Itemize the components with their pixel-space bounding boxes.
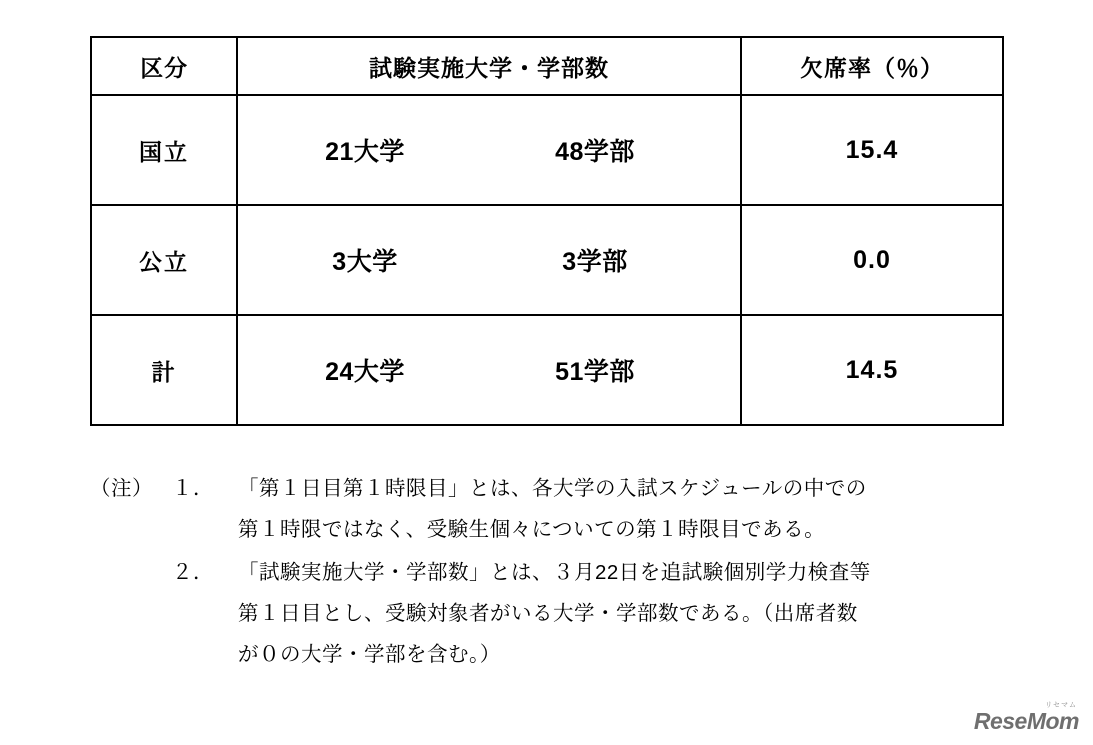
cell-kubun-total: 計 (91, 315, 237, 425)
cell-universities-national (237, 95, 741, 205)
table-row (91, 315, 1003, 425)
table-row (91, 95, 1003, 205)
cell-absence-rate-public: 0.0 (741, 205, 1003, 315)
table-header (91, 37, 1003, 95)
header-cell-absence-rate: 欠席率（％） (741, 37, 1003, 95)
cell-universities-public (237, 205, 741, 315)
cell-faculty-count-total: 51学部 (555, 358, 635, 386)
header-cell-kubun: 区分 (91, 37, 237, 95)
table-header-row (91, 37, 1003, 95)
statistics-table-container (90, 36, 1002, 426)
cell-universities-total (237, 315, 741, 425)
table-body (91, 95, 1003, 425)
note-line: 第１時限ではなく、受験生個々についての第１時限目である。 (238, 518, 826, 541)
notes-label: （注） (90, 477, 153, 500)
note-number-1: １． (172, 477, 214, 500)
universities-faculties-group (238, 242, 740, 278)
cell-kubun-public: 公立 (91, 205, 237, 315)
resemom-watermark (974, 700, 1079, 735)
note-number-2: ２． (172, 561, 214, 584)
cell-absence-rate-national: 15.4 (741, 95, 1003, 205)
universities-faculties-group (238, 352, 740, 388)
note-line: 第１日目とし、受験対象者がいる大学・学部数である。（出席者数 (238, 602, 858, 625)
cell-faculty-count-public: 3学部 (562, 248, 628, 276)
notes-section (90, 468, 1020, 675)
note-body-2 (238, 552, 1020, 675)
cell-faculty-count-national: 48学部 (555, 138, 635, 166)
cell-absence-rate-total: 14.5 (741, 315, 1003, 425)
note-line: 「第１日目第１時限目」とは、各大学の入試スケジュールの中での (238, 477, 867, 500)
watermark-subtitle: リセマム (1045, 702, 1077, 709)
statistics-table (90, 36, 1004, 426)
note-body-1 (238, 468, 1020, 550)
note-item-2 (90, 552, 1020, 675)
cell-university-count-total: 24大学 (325, 358, 405, 386)
cell-university-count-public: 3大学 (332, 248, 398, 276)
note-line: 「試験実施大学・学部数」とは、３月22日を追試験個別学力検査等 (238, 561, 871, 584)
header-cell-universities: 試験実施大学・学部数 (237, 37, 741, 95)
cell-kubun-national: 国立 (91, 95, 237, 205)
note-item-1 (90, 468, 1020, 550)
cell-university-count-national: 21大学 (325, 138, 405, 166)
universities-faculties-group (238, 132, 740, 168)
watermark-logo-text: ReseMom (973, 708, 1079, 734)
table-row (91, 205, 1003, 315)
note-line: が０の大学・学部を含む。） (238, 643, 501, 666)
